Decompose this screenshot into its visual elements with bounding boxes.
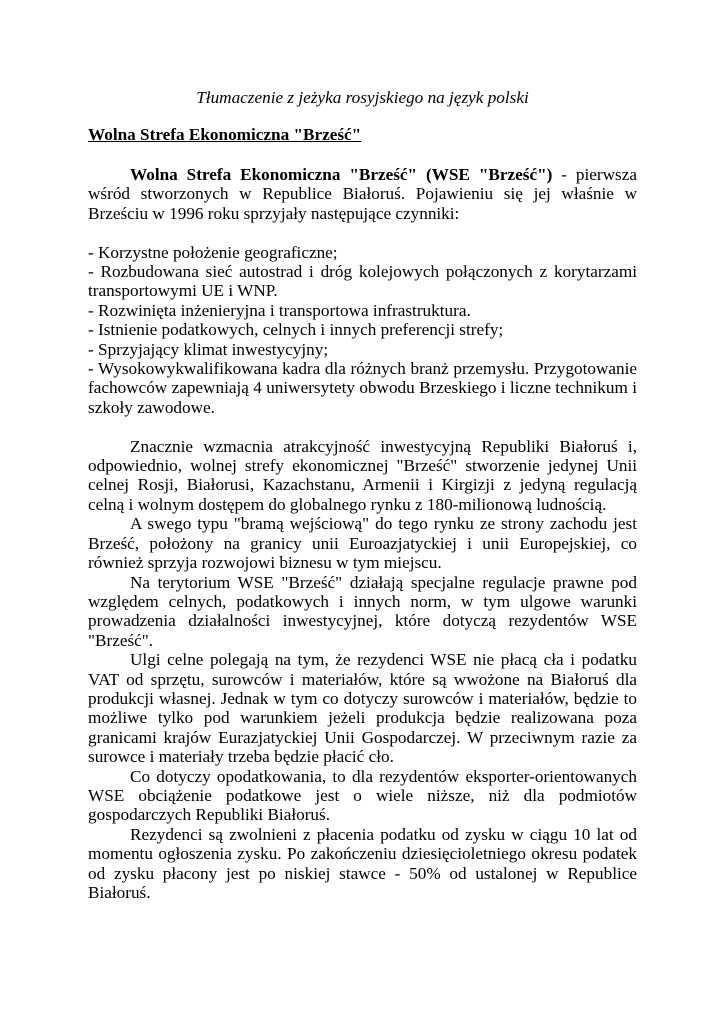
body-paragraph: A swego typu "bramą wejściową" do tego rynku ze strony zachodu jest Brześć, położony na granicy unii Euroazjatyckiej i unii Europejskiej, co również sprzyja rozwojowi biznesu w tym miejscu. xyxy=(88,514,637,573)
body-paragraph: Rezydenci są zwolnieni z płacenia podatku od zysku w ciągu 10 lat od momentu ogłoszenia zysku. Po zakończeniu dziesięcioletniego okresu podatek od zysku płacony jest po niskiej stawce - 50% od ustalonej w Republice Białoruś. xyxy=(88,824,637,902)
body-paragraph: Znacznie wzmacnia atrakcyjność inwestycyjną Republiki Białoruś i, odpowiednio, wolnej strefy ekonomicznej "Brześć" stworzenie jedynej Unii celnej Rosji, Białorusi, Kazachstanu, Armenii i Kirgizji z jedyną regulacją celną i wolnym dostępem do globalnego rynku z 180-milionową ludnością. xyxy=(88,436,637,514)
factors-list xyxy=(88,243,637,418)
intro-paragraph xyxy=(88,165,637,223)
document-page xyxy=(88,88,637,902)
body-paragraph: Co dotyczy opodatkowania, to dla rezydentów eksporter-orientowanych WSE obciążenie podatkowe jest o wiele niższe, niż dla podmiotów gospodarczych Republiki Białoruś. xyxy=(88,766,637,825)
spacer xyxy=(88,417,637,436)
body-paragraph: Na terytorium WSE "Brześć" działają specjalne regulacje prawne pod względem celnych, podatkowych i innych norm, w tym ulgowe warunki prowadzenia działalności inwestycyjnej, które dotyczą rezydentów WSE "Brześć". xyxy=(88,572,637,650)
intro-bold-lead: Wolna Strefa Ekonomiczna "Brześć" (WSE "Brześć") xyxy=(130,165,553,184)
body-paragraph: Ulgi celne polegają na tym, że rezydenci WSE nie płacą cła i podatku VAT od sprzętu, surowców i materiałów, które są wwożone na Białoruś dla produkcji własnej. Jednak w tym co dotyczy surowców i materiałów, będzie to możliwe tylko pod warunkiem jeżeli produkcja będzie realizowana poza granicami krajów Eurazjatyckiej Unii Gospodarczej. W przeciwnym razie za surowce i materiały trzeba będzie płacić cło. xyxy=(88,650,637,767)
factor-item: - Istnienie podatkowych, celnych i innych preferencji strefy; xyxy=(88,320,504,340)
factor-item: - Sprzyjający klimat inwestycyjny; xyxy=(88,339,329,359)
factor-item: - Wysokowykwalifikowana kadra dla różnych branż przemysłu. Przygotowanie fachowców zapewniają 4 uniwersytety obwodu Brzeskiego i liczne technikum i szkoły zawodowe. xyxy=(88,359,637,417)
document-title: Wolna Strefa Ekonomiczna "Brześć" xyxy=(88,125,362,144)
factor-item: - Rozwinięta inżenieryjna i transportowa infrastruktura. xyxy=(88,300,471,320)
translation-note: Tłumaczenie z jeżyka rosyjskiego na język polski xyxy=(196,88,529,107)
spacer xyxy=(88,223,637,242)
factor-item: - Rozbudowana sieć autostrad i dróg kolejowych połączonych z korytarzami transportowymi UE i WNP. xyxy=(88,262,637,301)
factor-item: - Korzystne położenie geograficzne; xyxy=(88,242,338,262)
intro-text: - pierwsza wśród stworzonych w Republice Białoruś. Pojawieniu się jej właśnie w Brześciu w 1996 roku sprzyjały następujące czynniki: xyxy=(88,165,637,223)
